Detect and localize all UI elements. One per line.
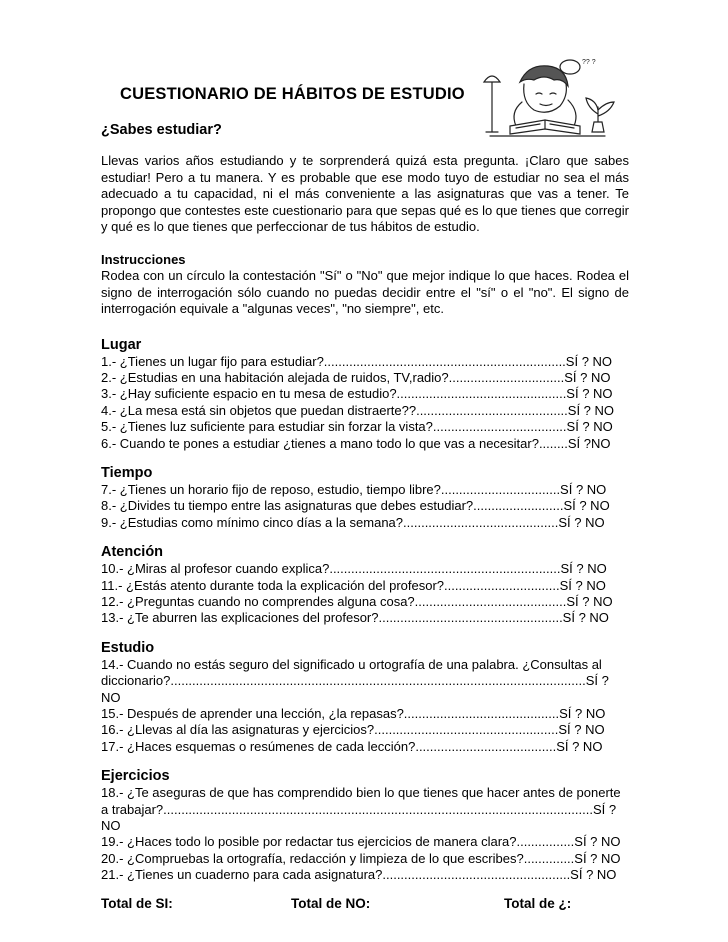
section-tiempo [101, 464, 629, 531]
question-item: 2.- ¿Estudias en una habitación alejada de ruidos, TV,radio?................................SÍ ? NO [101, 369, 611, 385]
section-title: Tiempo [101, 464, 153, 481]
section-ejercicios [101, 767, 629, 883]
section-title: Estudio [101, 639, 155, 656]
question-item: 1.- ¿Tienes un lugar fijo para estudiar?...................................................................SÍ ? NO [101, 353, 613, 369]
section-title: Atención [101, 544, 164, 561]
question-item: 3.- ¿Hay suficiente espacio en tu mesa de estudio?...............................................SÍ ? NO [101, 386, 613, 402]
question-item: 5.- ¿Tienes luz suficiente para estudiar sin forzar la vista?.....................................SÍ ? NO [101, 419, 613, 435]
section-atencion [101, 543, 629, 627]
totals-row [101, 896, 629, 916]
question-item: 9.- ¿Estudias como mínimo cinco días a la semana?...........................................SÍ ? NO [101, 514, 605, 530]
section-title: Lugar [101, 336, 142, 353]
question-item: 8.- ¿Divides tu tiempo entre las asignaturas que debes estudiar?.........................SÍ ? NO [101, 498, 610, 514]
question-item: 4.- ¿La mesa está sin objetos que puedan distraerte??..........................................SÍ ? NO [101, 402, 615, 418]
total-q: Total de ¿: [504, 895, 572, 911]
question-item: 20.- ¿Compruebas la ortografía, redacción y limpieza de lo que escribes?..............SÍ ? NO [101, 850, 621, 866]
question-item: 17.- ¿Haces esquemas o resúmenes de cada lección?.......................................SÍ ? NO [101, 738, 603, 754]
section-estudio [101, 639, 629, 755]
page-title: CUESTIONARIO DE HÁBITOS DE ESTUDIO [120, 85, 465, 103]
svg-text:?? ?: ?? ? [582, 59, 596, 66]
total-no: Total de NO: [291, 895, 371, 911]
intro-paragraph: Llevas varios años estudiando y te sorprenderá quizá esta pregunta. ¡Claro que sabes estudiar! Pero a tu manera. Y es probable que ese modo tuyo de estudiar no sea el más adecuado a tu capacidad, ni el más conveniente a las asignaturas que vas a tener. Te propongo que contestes este cuestionario para que sepas qué es lo que tienes que corregir y qué es lo que tienes que perfeccionar de tus hábitos de estudio. [101, 153, 629, 234]
question-item: 15.- Después de aprender una lección, ¿la repasas?...........................................SÍ ? NO [101, 706, 606, 721]
question-item: 14.- Cuando no estás seguro del significado u ortografía de una palabra. ¿Consultas al diccionario?...................................................................................................................SÍ ? NO [101, 656, 609, 705]
section-lugar [101, 336, 629, 452]
question-item: 7.- ¿Tienes un horario fijo de reposo, estudio, tiempo libre?.................................SÍ ? NO [101, 481, 607, 497]
section-title: Ejercicios [101, 768, 170, 785]
question-item: 19.- ¿Haces todo lo posible por redactar tus ejercicios de manera clara?................SÍ ? NO [101, 834, 621, 850]
total-si: Total de SI: [101, 895, 173, 911]
question-item: 12.- ¿Preguntas cuando no comprendes alguna cosa?..........................................SÍ ? NO [101, 593, 613, 609]
question-item: 13.- ¿Te aburren las explicaciones del profesor?...................................................SÍ ? NO [101, 610, 609, 626]
question-item: 16.- ¿Llevas al día las asignaturas y ejercicios?...................................................SÍ ? NO [101, 722, 605, 738]
question-item: 10.- ¿Miras al profesor cuando explica?................................................................SÍ ? NO [101, 561, 607, 577]
question-item: 18.- ¿Te aseguras de que has comprendido bien lo que tienes que hacer antes de ponerte a trabajar?.......................................................................................................................SÍ ? NO [101, 785, 621, 834]
subtitle: ¿Sabes estudiar? [101, 122, 222, 138]
question-item: 21.- ¿Tienes un cuaderno para cada asignatura?....................................................SÍ ? NO [101, 867, 617, 883]
question-item: 6.- Cuando te pones a estudiar ¿tienes a mano todo lo que vas a necesitar?........SÍ ?NO [101, 435, 611, 451]
question-item: 11.- ¿Estás atento durante toda la explicación del profesor?................................SÍ ? NO [101, 577, 606, 593]
instructions-text: Rodea con un círculo la contestación "Sí" o "No" que mejor indique lo que haces. Rodea el signo de interrogación sólo cuando no puedas decidir entre el "sí" o el "no". El signo de interrogación equivale a "algunas veces", "no siempre", etc. [101, 268, 629, 316]
instructions-title: Instrucciones [101, 251, 186, 267]
questionnaire-body [101, 122, 629, 916]
